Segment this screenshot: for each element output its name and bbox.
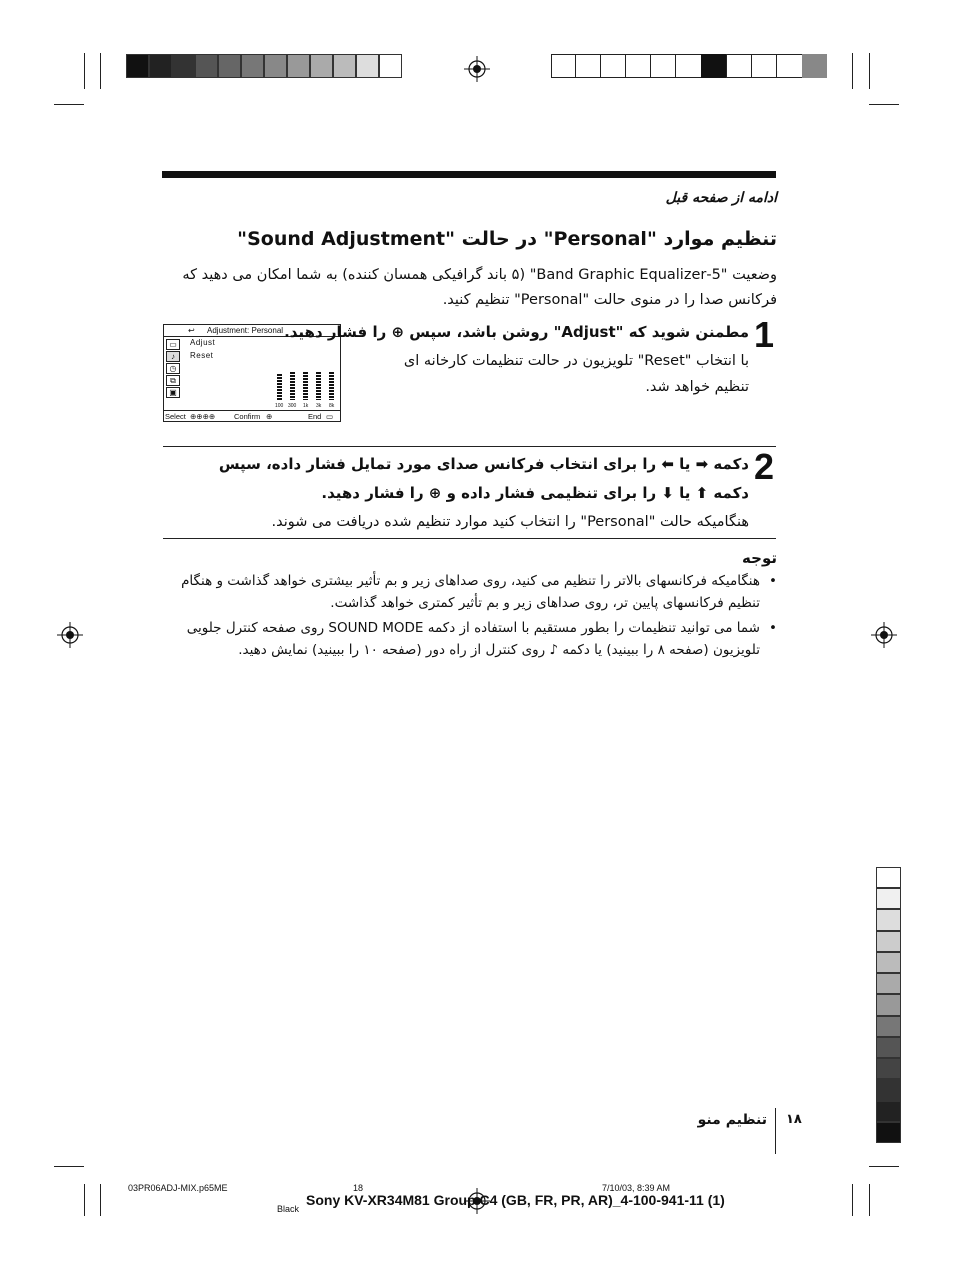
registration-bar <box>551 54 827 78</box>
crop-mark <box>100 1184 101 1216</box>
gray-swatch <box>876 994 901 1015</box>
eq-band-label: 1k <box>303 403 309 409</box>
channel-icon: ⧉ <box>166 375 180 386</box>
note-text: هنگامیکه فرکانسهای بالاتر را تنظیم می کنید، روی صداهای زیر و بم تأثیر بیشتری خواهد گذاشت و هنگام تنظیم فرکانسهای پایین تر، روی صداهای زیر و بم تأثیر کمتری خواهد گذاشت. <box>181 573 760 611</box>
eq-band-bar <box>329 372 334 400</box>
gray-swatch <box>195 54 218 78</box>
step-heading: دکمه ➡ یا ⬅ را برای انتخاب فرکانس صدای مورد تمایل فشار داده، سپس دکمه ⬆ یا ⬇ را برای تنظیمی فشار داده و ⊕ را فشار دهید. <box>218 455 749 502</box>
notes-title: توجه <box>742 549 777 567</box>
slug-color: Black <box>277 1204 300 1214</box>
crop-mark <box>869 1184 870 1216</box>
gray-swatch <box>876 888 901 909</box>
registration-target-icon <box>871 622 897 648</box>
setup-icon: ▣ <box>166 387 180 398</box>
eq-band-label: 300 <box>288 403 297 409</box>
gray-swatch <box>876 909 901 930</box>
step-divider <box>163 538 776 539</box>
grayscale-bar <box>126 54 402 78</box>
crop-mark <box>54 104 84 105</box>
gray-swatch <box>876 1101 901 1122</box>
crop-mark <box>852 1184 853 1216</box>
gray-swatch <box>310 54 333 78</box>
eq-band-bar <box>316 372 321 400</box>
osd-item-adjust: Adjust <box>190 338 216 347</box>
gray-swatch <box>876 867 901 888</box>
registration-target-icon <box>57 622 83 648</box>
crop-mark <box>84 1184 85 1216</box>
gray-swatch <box>876 952 901 973</box>
osd-footer <box>164 410 340 422</box>
eq-band-bar <box>290 372 295 400</box>
crop-mark <box>852 53 853 89</box>
footer-divider <box>775 1108 776 1154</box>
gray-swatch <box>876 1016 901 1037</box>
osd-select-label: Select <box>165 412 186 421</box>
page-number: ۱۸ <box>786 1112 802 1127</box>
timer-icon: ◷ <box>166 363 180 374</box>
slug-filename: 03PR06ADJ-MIX.p65ME <box>128 1183 228 1193</box>
return-icon: ↩ <box>188 326 195 335</box>
slug-page: 18 <box>353 1183 364 1193</box>
eq-band-label: 3k <box>316 403 322 409</box>
step-number: 1 <box>754 314 775 355</box>
gray-swatch <box>876 1058 901 1079</box>
gray-swatch <box>333 54 356 78</box>
eq-band-label: 8k <box>329 403 335 409</box>
crop-mark <box>869 1166 899 1167</box>
gray-swatch <box>264 54 287 78</box>
crop-mark <box>84 53 85 89</box>
crop-mark <box>869 53 870 89</box>
gray-swatch <box>876 1079 901 1100</box>
crop-mark <box>869 104 899 105</box>
osd-confirm-label: Confirm <box>234 412 261 421</box>
gray-swatch <box>356 54 379 78</box>
gray-swatch <box>172 54 195 78</box>
osd-end-label: End <box>308 412 322 421</box>
gray-swatch <box>876 1122 901 1143</box>
eq-band-bar <box>277 374 282 400</box>
eq-band-label: 100 <box>275 403 284 409</box>
eq-band-bar <box>303 372 308 400</box>
step-number: 2 <box>754 446 775 487</box>
model-line: Sony KV-XR34M81 Group C4 (GB, FR, PR, AR)_4-100-941-11 (1) <box>306 1192 725 1208</box>
section-label: تنظیم منو <box>697 1112 767 1128</box>
registration-target-icon <box>464 56 490 82</box>
picture-icon: ▭ <box>166 339 180 350</box>
enter-icon: ⊕ <box>266 412 273 421</box>
step-body: هنگامیکه حالت "Personal" را انتخاب کنید موارد تنظیم شده دریافت می شوند. <box>271 514 749 530</box>
gray-swatch <box>876 973 901 994</box>
gray-swatch <box>287 54 310 78</box>
step-body: با انتخاب "Reset" تلویزیون در حالت تنظیمات کارخانه ای تنظیم خواهد شد. <box>403 353 749 395</box>
note-item <box>177 617 777 661</box>
note-text: شما می توانید تنظیمات را بطور مستقیم با استفاده از دکمه SOUND MODE روی صفحه کنترل جلویی تلویزیون (صفحه ۸ را ببینید) یا دکمه ♪ روی کنترل از راه دور (صفحه ۱۰ را ببینید) نمایش دهید. <box>186 620 760 658</box>
intro-paragraph: وضعیت "5-Band Graphic Equalizer" (۵ باند گرافیکی همسان کننده) به شما امکان می دهید که فرکانس صدا را در منوی حالت "Personal" تنظیم کنید. <box>182 267 777 308</box>
gray-swatch <box>241 54 264 78</box>
menu-icon: ▭ <box>326 412 334 421</box>
bullet-icon: • <box>769 573 777 589</box>
gray-swatch <box>149 54 172 78</box>
grayscale-column <box>876 867 901 1143</box>
continued-label: ادامه از صفحه قبل <box>665 190 777 206</box>
gray-swatch <box>876 931 901 952</box>
osd-item-reset: Reset <box>190 351 214 360</box>
gray-swatch <box>218 54 241 78</box>
gray-swatch <box>126 54 149 78</box>
crop-mark <box>100 53 101 89</box>
sound-icon: ♪ <box>166 351 180 362</box>
crop-mark <box>54 1166 84 1167</box>
page-title: تنظیم موارد "Personal" در حالت "Sound Adjustment" <box>237 228 777 250</box>
step-heading: مطمنن شوید که "Adjust" روشن باشد، سپس ⊕ را فشار دهید. <box>284 323 749 341</box>
step-divider <box>163 446 776 447</box>
arrow-keys-icon: ⊕⊕⊕⊕ <box>190 412 216 421</box>
note-item <box>177 570 777 614</box>
gray-swatch <box>876 1037 901 1058</box>
bullet-icon: • <box>769 620 777 636</box>
osd-header-title: Adjustment: Personal <box>207 326 284 335</box>
gray-swatch <box>379 54 402 78</box>
slug-date: 7/10/03, 8:39 AM <box>602 1183 671 1193</box>
section-rule <box>162 171 776 178</box>
